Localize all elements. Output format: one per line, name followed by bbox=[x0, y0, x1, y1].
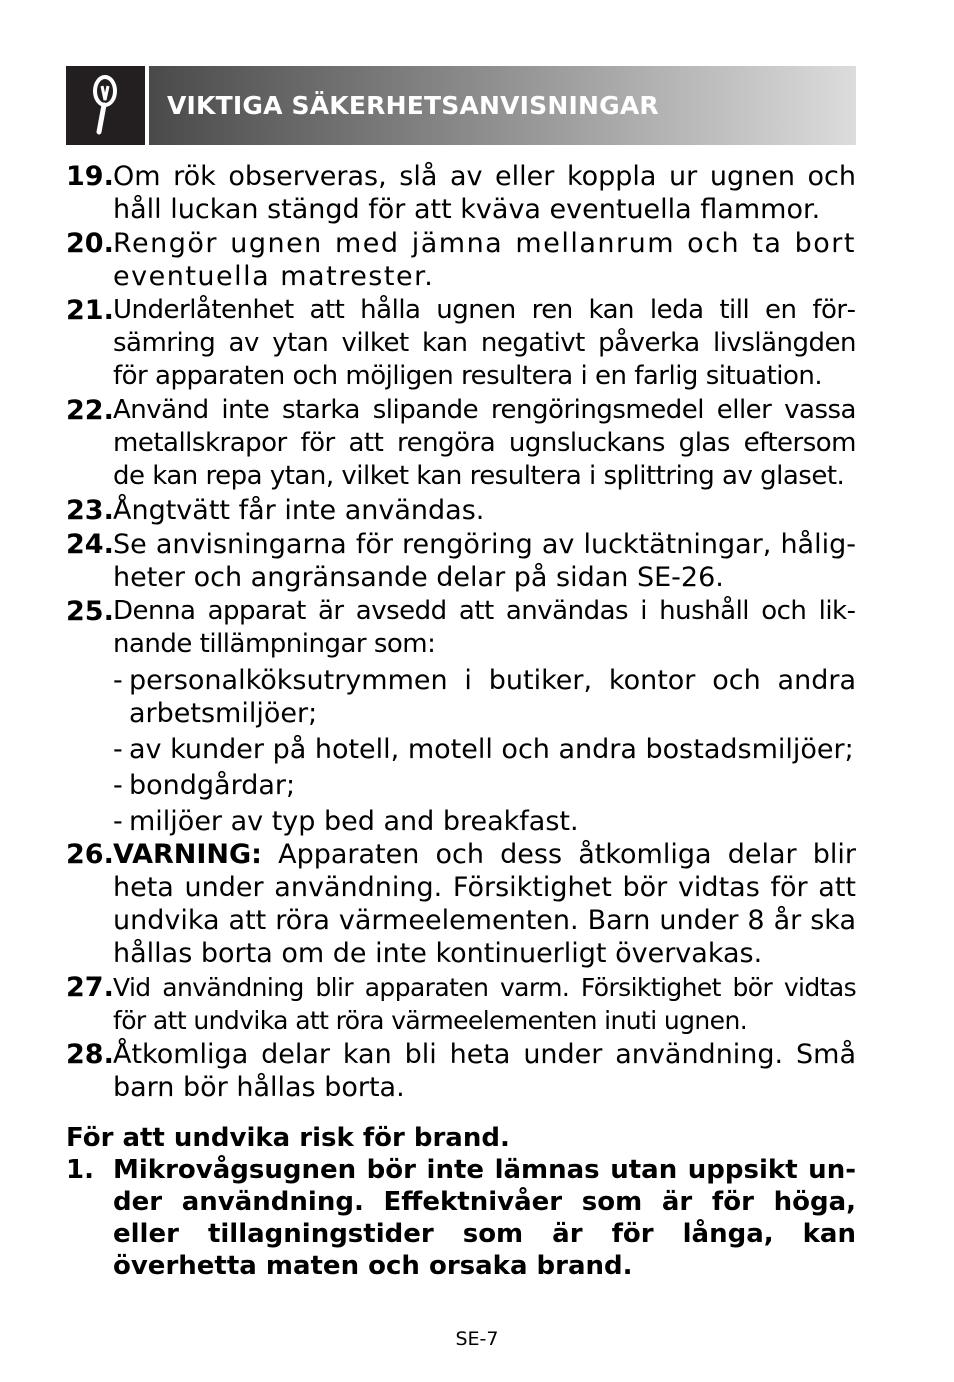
warning-exclamation-icon bbox=[66, 66, 145, 145]
section-banner bbox=[66, 66, 856, 145]
item-number: 25. bbox=[66, 596, 114, 627]
item-number: 27. bbox=[66, 972, 114, 1003]
item-number: 28. bbox=[66, 1039, 114, 1070]
sub-item-text: bondgårdar; bbox=[129, 770, 296, 801]
sub-item-dash: - bbox=[113, 806, 123, 837]
fire-list-item bbox=[66, 1154, 856, 1282]
item-text: Om rök observeras, slå av eller koppla ur ugnen och håll luckan stängd för att kväva eventuella flammor. bbox=[113, 161, 856, 225]
page-title: VIKTIGA SÄKERHETSANVISNINGAR bbox=[167, 91, 659, 120]
item-text: Se anvisningarna för rengöring av lucktätningar, håligheter och angränsande delar på sidan SE-26. bbox=[113, 529, 856, 593]
list-item bbox=[66, 494, 856, 527]
item-text: Vid användning blir apparaten varm. Försiktighet bör vidtas för att undvika att röra värmeelementen inuti ugnen. bbox=[113, 973, 856, 1035]
list-item bbox=[66, 528, 856, 594]
item-text: Ångtvätt får inte användas. bbox=[113, 495, 485, 526]
item-number: 20. bbox=[66, 228, 114, 259]
item-number: 24. bbox=[66, 529, 114, 560]
sub-item-dash: - bbox=[113, 665, 123, 696]
sub-item-text: personalköksutrymmen i butiker, kontor och andra arbetsmiljöer; bbox=[129, 665, 856, 729]
fire-section-heading: För att undvika risk för brand. bbox=[66, 1123, 510, 1153]
item-number: 23. bbox=[66, 495, 114, 526]
sub-item-dash: - bbox=[113, 770, 123, 801]
warning-label: VARNING: bbox=[113, 839, 262, 870]
sub-list-item bbox=[113, 805, 856, 838]
banner-title-bar bbox=[149, 66, 856, 145]
sub-list-item bbox=[113, 664, 856, 730]
item-text: Åtkomliga delar kan bli heta under användning. Små barn bör hållas borta. bbox=[113, 1039, 856, 1103]
instructions-list bbox=[66, 160, 856, 1104]
sub-item-text: av kunder på hotell, motell och andra bostadsmiljöer; bbox=[129, 734, 854, 765]
sub-item-text: miljöer av typ bed and breakfast. bbox=[129, 806, 579, 837]
item-number: 21. bbox=[66, 295, 114, 326]
item-text: Underlåtenhet att hålla ugnen ren kan leda till en försämring av ytan vilket kan negativt påverka livslängden för apparaten och möjligen resultera i en farlig situation. bbox=[113, 295, 856, 391]
warning-text: Apparaten och dess åtkomliga delar blir heta under användning. Försiktighet bör vidtas för att undvika att röra värmeelementen. Barn under 8 år ska hållas borta om de inte kontinuerligt övervakas. bbox=[113, 839, 856, 969]
item-number: 19. bbox=[66, 161, 114, 192]
list-item bbox=[66, 971, 856, 1037]
list-item bbox=[66, 838, 856, 970]
sub-item-dash: - bbox=[113, 734, 123, 765]
list-item bbox=[66, 1038, 856, 1104]
sub-list-item bbox=[113, 769, 856, 802]
item-number: 22. bbox=[66, 395, 114, 426]
list-item bbox=[66, 595, 856, 661]
item-text: Använd inte starka slipande rengöringsmedel eller vassa metallskrapor för att rengöra ugnsluckans glas eftersom de kan repa ytan, vilket kan resultera i splittring av glaset. bbox=[113, 395, 856, 491]
item-text: Mikrovågsugnen bör inte lämnas utan uppsikt under användning. Effektnivåer som är för höga, eller tillagningstider som är för långa, kan överhetta maten och orsaka brand. bbox=[113, 1155, 856, 1281]
list-item bbox=[66, 294, 856, 393]
list-item bbox=[66, 227, 856, 293]
list-item bbox=[66, 160, 856, 226]
item-text: Rengör ugnen med jämna mellanrum och ta bort eventuella matrester. bbox=[113, 228, 856, 292]
sub-list-item bbox=[113, 733, 856, 766]
item-text: Denna apparat är avsedd att användas i hushåll och liknande tillämpningar som: bbox=[113, 596, 856, 659]
list-item bbox=[66, 394, 856, 493]
item-number: 1. bbox=[66, 1155, 94, 1185]
page-number: SE-7 bbox=[455, 1328, 499, 1350]
item-number: 26. bbox=[66, 839, 114, 870]
item-text bbox=[113, 838, 856, 970]
